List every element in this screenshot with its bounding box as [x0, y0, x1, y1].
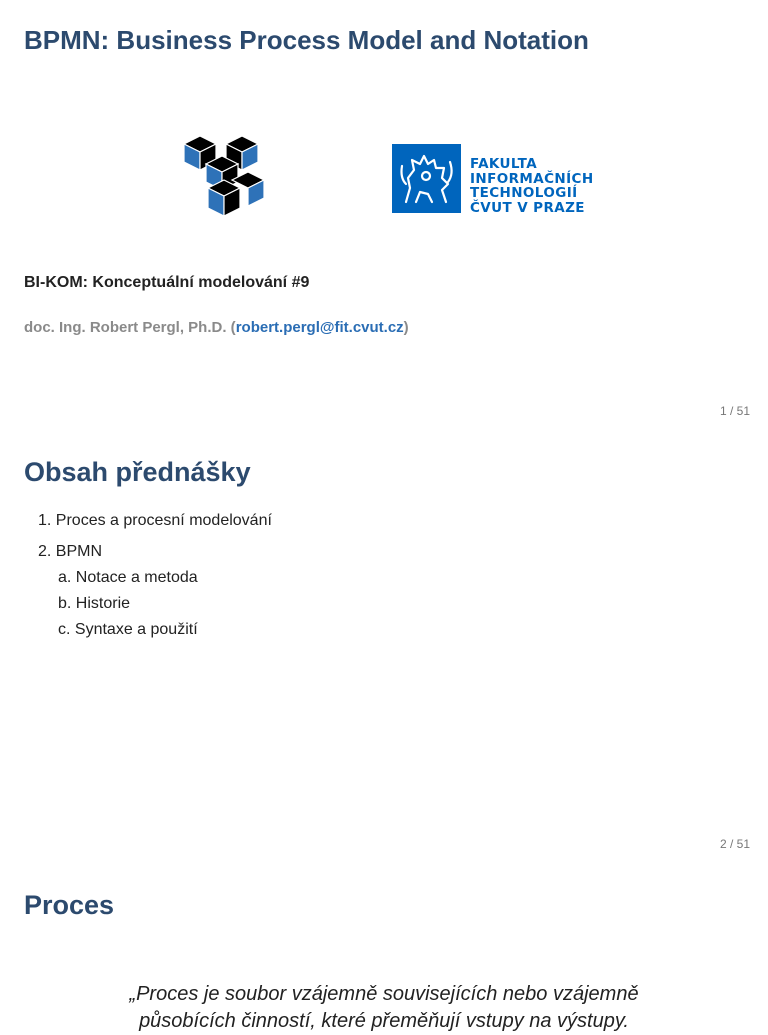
slide-title: Proces	[24, 890, 115, 920]
faculty-logo-line: TECHNOLOGIÍ	[470, 185, 578, 201]
faculty-logo-line: INFORMAČNÍCH	[470, 170, 594, 187]
list-label: Syntaxe a použití	[74, 621, 198, 638]
slide-title: BPMN: Business Process Model and Notation	[24, 25, 589, 55]
list-marker: b.	[58, 595, 72, 612]
list-label: Notace a metoda	[75, 569, 198, 586]
page-number: 1 / 51	[719, 404, 750, 418]
list-label: Historie	[75, 595, 131, 612]
list-label: Proces a procesní modelování	[55, 512, 272, 529]
quote-line: „Proces je soubor vzájemně souvisejících nebo vzájemně	[129, 983, 639, 1005]
list-label: BPMN	[55, 543, 103, 560]
page-number: 2 / 51	[719, 837, 750, 851]
definition-quote	[0, 981, 768, 1035]
course-code: BI-KOM: Konceptuální modelování #9	[24, 274, 310, 291]
list-marker: 1.	[38, 512, 52, 529]
list-marker: a.	[58, 569, 72, 586]
faculty-logo-line: FAKULTA	[470, 156, 538, 172]
list-marker: c.	[58, 621, 71, 638]
slide-title: Obsah přednášky	[24, 457, 251, 487]
quote-line: působících činností, které přeměňují vstupy na výstupy.	[139, 1010, 629, 1032]
faculty-logo-line: ČVUT V PRAZE	[470, 199, 585, 216]
author-name: doc. Ing. Robert Pergl, Ph.D. (	[24, 319, 236, 336]
list-marker: 2.	[38, 543, 52, 560]
author-email-link[interactable]: robert.pergl@fit.cvut.cz	[235, 319, 404, 336]
author-suffix: )	[403, 319, 409, 336]
